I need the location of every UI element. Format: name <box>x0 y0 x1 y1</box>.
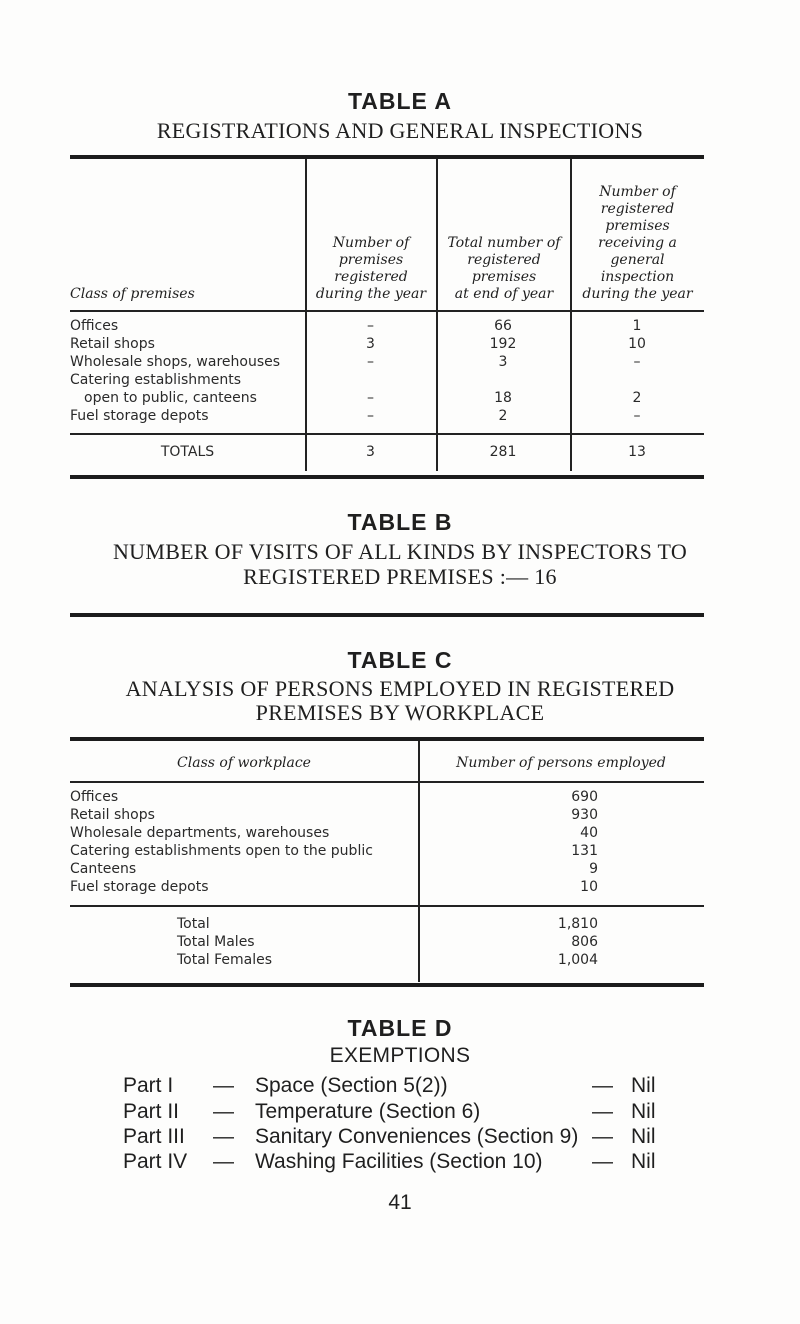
row-label: Wholesale shops, warehouses <box>70 354 281 370</box>
table-a-header-class: Class of premises <box>70 286 195 302</box>
row-label: Catering establishments open to the public <box>70 843 373 859</box>
row-label: Offices <box>70 318 119 334</box>
page-number: 41 <box>388 1191 412 1214</box>
row-total: 66 <box>494 318 512 334</box>
exemption-value: Nil <box>631 1100 656 1123</box>
exemption-value: Nil <box>631 1150 656 1173</box>
row-label: Fuel storage depots <box>70 879 209 895</box>
row-total: 3 <box>498 354 508 370</box>
table-a-totals-rule <box>70 433 704 435</box>
exemption-dash: — <box>213 1150 234 1173</box>
row-value: 690 <box>571 789 598 805</box>
table-c-line1: ANALYSIS OF PERSONS EMPLOYED IN REGISTERED <box>125 676 675 701</box>
row-label: Canteens <box>70 861 137 877</box>
row-inspected: 2 <box>632 390 642 406</box>
table-c-header-rule <box>70 781 704 783</box>
row-value: 131 <box>571 843 598 859</box>
row-registered: 3 <box>366 336 375 352</box>
table-c-top-rule <box>70 737 704 741</box>
row-value: 10 <box>580 879 598 895</box>
exemption-part: Part I <box>123 1074 174 1097</box>
total-value: 806 <box>571 934 598 950</box>
exemption-dash: — <box>592 1074 613 1097</box>
exemption-dash: — <box>592 1150 613 1173</box>
table-a-header-inspected: Number of registered premises receiving a general inspection during the year <box>582 184 693 302</box>
table-a-header-total: Total number of registered premises at end of year <box>447 235 561 302</box>
table-a-header-registered: Number of premises registered during the year <box>315 235 427 302</box>
row-inspected: – <box>633 408 641 424</box>
table-c-bottom-rule <box>70 983 704 987</box>
table-a-header-rule <box>70 310 704 312</box>
table-a-top-rule <box>70 155 704 159</box>
table-c-vrule <box>418 741 420 982</box>
total-label: Total Females <box>177 952 273 968</box>
exemption-part: Part III <box>123 1125 185 1148</box>
table-d-title: TABLE D <box>347 1015 453 1041</box>
table-c-title: TABLE C <box>347 647 453 673</box>
row-value: 9 <box>589 861 598 877</box>
table-a-title: TABLE A <box>347 88 453 114</box>
row-total: 192 <box>489 336 517 352</box>
table-b-line2: REGISTERED PREMISES :— 16 <box>243 564 557 589</box>
exemption-dash: — <box>213 1074 234 1097</box>
table-a-bottom-rule <box>70 475 704 479</box>
exemption-dash: — <box>592 1100 613 1123</box>
row-value: 40 <box>580 825 598 841</box>
row-label: Retail shops <box>70 336 155 352</box>
exemption-desc: Washing Facilities (Section 10) <box>255 1150 543 1173</box>
row-value: 930 <box>571 807 598 823</box>
row-label: Catering establishments <box>70 372 242 388</box>
exemption-desc: Temperature (Section 6) <box>255 1100 481 1123</box>
exemption-dash: — <box>213 1100 234 1123</box>
row-label: Wholesale departments, warehouses <box>70 825 330 841</box>
totals-total: 281 <box>489 444 517 460</box>
total-label: Total Males <box>177 934 255 950</box>
total-value: 1,004 <box>557 952 598 968</box>
exemption-part: Part IV <box>123 1150 188 1173</box>
table-a-subtitle: REGISTRATIONS AND GENERAL INSPECTIONS <box>156 118 644 143</box>
row-total: 2 <box>498 408 508 424</box>
table-b-rule <box>70 613 704 617</box>
row-registered: – <box>367 390 374 406</box>
row-label: open to public, canteens <box>84 390 257 406</box>
row-label: Offices <box>70 789 119 805</box>
totals-inspected: 13 <box>628 444 646 460</box>
row-registered: – <box>367 408 374 424</box>
exemption-value: Nil <box>631 1125 656 1148</box>
total-label: Total <box>177 916 210 932</box>
exemption-desc: Space (Section 5(2)) <box>255 1074 448 1097</box>
exemption-dash: — <box>213 1125 234 1148</box>
row-registered: – <box>367 318 374 334</box>
row-registered: – <box>367 354 374 370</box>
table-c-header-workplace: Class of workplace <box>177 755 311 771</box>
row-total: 18 <box>494 390 512 406</box>
row-label: Retail shops <box>70 807 155 823</box>
table-c-totals-rule <box>70 905 704 907</box>
table-d-subtitle: EXEMPTIONS <box>329 1044 471 1067</box>
row-inspected: – <box>633 354 641 370</box>
table-c-line2: PREMISES BY WORKPLACE <box>255 700 545 725</box>
exemption-dash: — <box>592 1125 613 1148</box>
table-b-line1: NUMBER OF VISITS OF ALL KINDS BY INSPECTORS TO <box>112 539 688 564</box>
row-label: Fuel storage depots <box>70 408 209 424</box>
exemption-value: Nil <box>631 1074 656 1097</box>
row-inspected: 1 <box>632 318 642 334</box>
total-value: 1,810 <box>557 916 598 932</box>
totals-registered: 3 <box>366 444 375 460</box>
table-b-title: TABLE B <box>347 509 453 535</box>
row-inspected: 10 <box>628 336 646 352</box>
exemption-desc: Sanitary Conveniences (Section 9) <box>255 1125 579 1148</box>
totals-label: TOTALS <box>160 444 215 460</box>
exemption-part: Part II <box>123 1100 180 1123</box>
table-c-header-persons: Number of persons employed <box>456 755 666 771</box>
